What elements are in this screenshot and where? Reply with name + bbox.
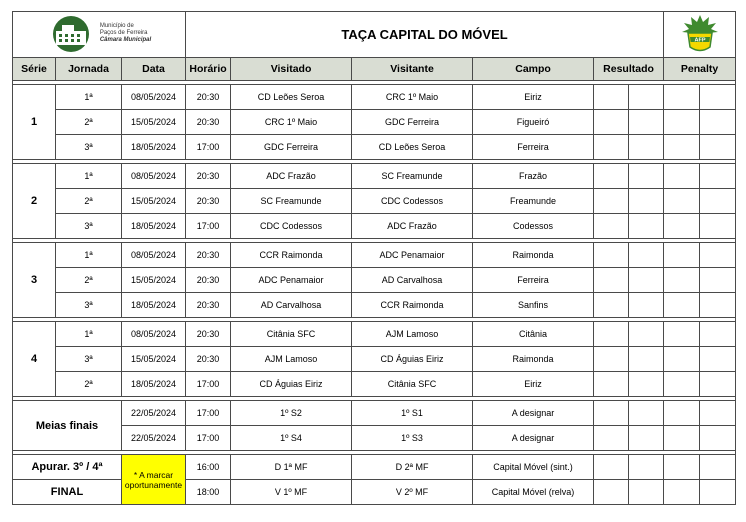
date-cell: 15/05/2024: [122, 268, 186, 293]
penalty-away-input[interactable]: [700, 243, 736, 268]
home-team-cell: SC Freamunde: [231, 189, 352, 214]
match-row: [13, 85, 736, 110]
away-team-cell: CD Leões Seroa: [352, 135, 473, 160]
home-team-cell: CD Leões Seroa: [231, 85, 352, 110]
col-header-campo: Campo: [473, 58, 594, 81]
serie-label: 3: [13, 243, 56, 318]
date-cell: 15/05/2024: [122, 189, 186, 214]
time-cell: 18:00: [186, 480, 231, 505]
col-header-visitado: Visitado: [231, 58, 352, 81]
penalty-home-input[interactable]: [664, 135, 700, 160]
penalty-away-input[interactable]: [700, 401, 736, 426]
col-header-serie: Série: [13, 58, 56, 81]
result-away-input[interactable]: [629, 322, 664, 347]
penalty-away-input[interactable]: [700, 164, 736, 189]
away-team-cell: GDC Ferreira: [352, 110, 473, 135]
col-header-jornada: Jornada: [56, 58, 122, 81]
match-row: [13, 293, 736, 318]
home-team-cell: AJM Lamoso: [231, 347, 352, 372]
home-team-cell: ADC Penamaior: [231, 268, 352, 293]
date-cell: 22/05/2024: [122, 401, 186, 426]
result-home-input[interactable]: [594, 110, 629, 135]
final-row: [13, 480, 736, 505]
field-cell: Raimonda: [473, 243, 594, 268]
penalty-away-input[interactable]: [700, 214, 736, 239]
result-away-input[interactable]: [629, 401, 664, 426]
col-header-penalty: Penalty: [664, 58, 736, 81]
semifinal-row: [13, 426, 736, 451]
match-row: [13, 372, 736, 397]
penalty-away-input[interactable]: [700, 135, 736, 160]
result-away-input[interactable]: [629, 85, 664, 110]
serie-label: 1: [13, 85, 56, 160]
result-away-input[interactable]: [629, 268, 664, 293]
date-cell: 18/05/2024: [122, 214, 186, 239]
association-crest-icon: [678, 13, 722, 55]
jornada-cell: 3ª: [56, 293, 122, 318]
result-home-input[interactable]: [594, 243, 629, 268]
time-cell: 20:30: [186, 243, 231, 268]
date-cell: 08/05/2024: [122, 243, 186, 268]
date-cell: 18/05/2024: [122, 135, 186, 160]
match-row: [13, 214, 736, 239]
field-cell: Figueiró: [473, 110, 594, 135]
jornada-cell: 2ª: [56, 268, 122, 293]
field-cell: Eiriz: [473, 372, 594, 397]
match-row: [13, 322, 736, 347]
result-home-input[interactable]: [594, 455, 629, 480]
time-cell: 20:30: [186, 85, 231, 110]
field-cell: Capital Móvel (relva): [473, 480, 594, 505]
home-team-cell: CCR Raimonda: [231, 243, 352, 268]
result-home-input[interactable]: [594, 372, 629, 397]
field-cell: Raimonda: [473, 347, 594, 372]
penalty-away-input[interactable]: [700, 426, 736, 451]
municipality-logo-icon: [47, 15, 95, 53]
result-away-input[interactable]: [629, 214, 664, 239]
field-cell: Eiriz: [473, 85, 594, 110]
penalty-away-input[interactable]: [700, 480, 736, 505]
home-team-cell: CRC 1º Maio: [231, 110, 352, 135]
serie-label: 2: [13, 164, 56, 239]
result-away-input[interactable]: [629, 110, 664, 135]
penalty-away-input[interactable]: [700, 268, 736, 293]
away-team-cell: SC Freamunde: [352, 164, 473, 189]
field-cell: Freamunde: [473, 189, 594, 214]
result-home-input[interactable]: [594, 164, 629, 189]
result-home-input[interactable]: [594, 189, 629, 214]
penalty-home-input[interactable]: [664, 455, 700, 480]
penalty-home-input[interactable]: [664, 110, 700, 135]
match-row: [13, 243, 736, 268]
time-cell: 20:30: [186, 189, 231, 214]
third-place-label: Apurar. 3º / 4ª: [13, 455, 122, 480]
col-header-resultado: Resultado: [594, 58, 664, 81]
date-cell: 08/05/2024: [122, 322, 186, 347]
time-cell: 17:00: [186, 372, 231, 397]
penalty-home-input[interactable]: [664, 322, 700, 347]
result-home-input[interactable]: [594, 268, 629, 293]
page-title: TAÇA CAPITAL DO MÓVEL: [186, 12, 664, 58]
semifinals-label: Meias finais: [13, 401, 122, 451]
home-team-cell: AD Carvalhosa: [231, 293, 352, 318]
penalty-home-input[interactable]: [664, 480, 700, 505]
column-header-row: [13, 58, 736, 81]
field-cell: A designar: [473, 426, 594, 451]
home-team-cell: ADC Frazão: [231, 164, 352, 189]
home-team-cell: GDC Ferreira: [231, 135, 352, 160]
field-cell: A designar: [473, 401, 594, 426]
home-team-cell: Citânia SFC: [231, 322, 352, 347]
time-cell: 20:30: [186, 322, 231, 347]
date-cell: 08/05/2024: [122, 85, 186, 110]
away-team-cell: AJM Lamoso: [352, 322, 473, 347]
home-team-cell: V 1º MF: [231, 480, 352, 505]
field-cell: Ferreira: [473, 268, 594, 293]
penalty-away-input[interactable]: [700, 189, 736, 214]
away-team-cell: CRC 1º Maio: [352, 85, 473, 110]
time-cell: 17:00: [186, 135, 231, 160]
date-cell: 18/05/2024: [122, 293, 186, 318]
result-away-input[interactable]: [629, 135, 664, 160]
time-cell: 17:00: [186, 214, 231, 239]
penalty-away-input[interactable]: [700, 347, 736, 372]
col-header-data: Data: [122, 58, 186, 81]
result-away-input[interactable]: [629, 372, 664, 397]
date-cell: 08/05/2024: [122, 164, 186, 189]
municipality-logo-text: Município de Paços de Ferreira Câmara Municipal: [99, 23, 152, 43]
home-team-cell: CD Águias Eiriz: [231, 372, 352, 397]
result-home-input[interactable]: [594, 322, 629, 347]
penalty-away-input[interactable]: [700, 293, 736, 318]
field-cell: Sanfins: [473, 293, 594, 318]
result-home-input[interactable]: [594, 480, 629, 505]
title-row: [13, 12, 736, 58]
municipality-logo: [47, 15, 151, 53]
penalty-home-input[interactable]: [664, 214, 700, 239]
time-cell: 20:30: [186, 268, 231, 293]
result-away-input[interactable]: [629, 164, 664, 189]
result-home-input[interactable]: [594, 293, 629, 318]
date-note: * A marcar oportunamente: [122, 455, 186, 505]
match-row: [13, 268, 736, 293]
field-cell: Ferreira: [473, 135, 594, 160]
field-cell: Capital Móvel (sint.): [473, 455, 594, 480]
result-home-input[interactable]: [594, 85, 629, 110]
time-cell: 16:00: [186, 455, 231, 480]
jornada-cell: 2ª: [56, 372, 122, 397]
penalty-home-input[interactable]: [664, 164, 700, 189]
home-team-cell: 1º S4: [231, 426, 352, 451]
date-cell: 18/05/2024: [122, 372, 186, 397]
away-team-cell: 1º S1: [352, 401, 473, 426]
penalty-home-input[interactable]: [664, 243, 700, 268]
penalty-home-input[interactable]: [664, 347, 700, 372]
result-away-input[interactable]: [629, 480, 664, 505]
away-team-cell: D 2ª MF: [352, 455, 473, 480]
field-cell: Frazão: [473, 164, 594, 189]
serie-label: 4: [13, 322, 56, 397]
home-team-cell: CDC Codessos: [231, 214, 352, 239]
match-row: [13, 135, 736, 160]
penalty-home-input[interactable]: [664, 189, 700, 214]
penalty-away-input[interactable]: [700, 110, 736, 135]
result-home-input[interactable]: [594, 426, 629, 451]
result-home-input[interactable]: [594, 214, 629, 239]
result-home-input[interactable]: [594, 135, 629, 160]
away-team-cell: CCR Raimonda: [352, 293, 473, 318]
jornada-cell: 1ª: [56, 243, 122, 268]
jornada-cell: 2ª: [56, 110, 122, 135]
away-team-cell: CD Águias Eiriz: [352, 347, 473, 372]
jornada-cell: 1ª: [56, 322, 122, 347]
date-cell: 15/05/2024: [122, 110, 186, 135]
time-cell: 20:30: [186, 293, 231, 318]
association-logo-cell: [664, 12, 736, 58]
svg-text:AFP: AFP: [694, 36, 706, 43]
time-cell: 17:00: [186, 401, 231, 426]
result-away-input[interactable]: [629, 426, 664, 451]
jornada-cell: 3ª: [56, 214, 122, 239]
penalty-home-input[interactable]: [664, 372, 700, 397]
penalty-away-input[interactable]: [700, 85, 736, 110]
match-row: [13, 347, 736, 372]
match-row: [13, 189, 736, 214]
schedule-table: [12, 11, 736, 505]
away-team-cell: Citânia SFC: [352, 372, 473, 397]
penalty-home-input[interactable]: [664, 401, 700, 426]
result-away-input[interactable]: [629, 243, 664, 268]
penalty-away-input[interactable]: [700, 372, 736, 397]
away-team-cell: 1º S3: [352, 426, 473, 451]
away-team-cell: V 2º MF: [352, 480, 473, 505]
jornada-cell: 3ª: [56, 347, 122, 372]
time-cell: 20:30: [186, 110, 231, 135]
semifinal-row: [13, 401, 736, 426]
penalty-home-input[interactable]: [664, 293, 700, 318]
away-team-cell: ADC Penamaior: [352, 243, 473, 268]
result-home-input[interactable]: [594, 401, 629, 426]
home-team-cell: 1º S2: [231, 401, 352, 426]
municipality-logo-cell: [13, 12, 186, 58]
match-row: [13, 164, 736, 189]
home-team-cell: D 1ª MF: [231, 455, 352, 480]
result-home-input[interactable]: [594, 347, 629, 372]
time-cell: 17:00: [186, 426, 231, 451]
result-away-input[interactable]: [629, 347, 664, 372]
date-cell: 22/05/2024: [122, 426, 186, 451]
away-team-cell: AD Carvalhosa: [352, 268, 473, 293]
penalty-home-input[interactable]: [664, 426, 700, 451]
jornada-cell: 1ª: [56, 164, 122, 189]
away-team-cell: ADC Frazão: [352, 214, 473, 239]
date-cell: 15/05/2024: [122, 347, 186, 372]
col-header-horario: Horário: [186, 58, 231, 81]
result-away-input[interactable]: [629, 189, 664, 214]
penalty-away-input[interactable]: [700, 455, 736, 480]
col-header-visitante: Visitante: [352, 58, 473, 81]
result-away-input[interactable]: [629, 293, 664, 318]
field-cell: Codessos: [473, 214, 594, 239]
jornada-cell: 1ª: [56, 85, 122, 110]
away-team-cell: CDC Codessos: [352, 189, 473, 214]
third-place-row: [13, 455, 736, 480]
match-row: [13, 110, 736, 135]
field-cell: Citânia: [473, 322, 594, 347]
result-away-input[interactable]: [629, 455, 664, 480]
time-cell: 20:30: [186, 347, 231, 372]
penalty-home-input[interactable]: [664, 85, 700, 110]
final-label: FINAL: [13, 480, 122, 505]
time-cell: 20:30: [186, 164, 231, 189]
jornada-cell: 2ª: [56, 189, 122, 214]
jornada-cell: 3ª: [56, 135, 122, 160]
penalty-home-input[interactable]: [664, 268, 700, 293]
penalty-away-input[interactable]: [700, 322, 736, 347]
